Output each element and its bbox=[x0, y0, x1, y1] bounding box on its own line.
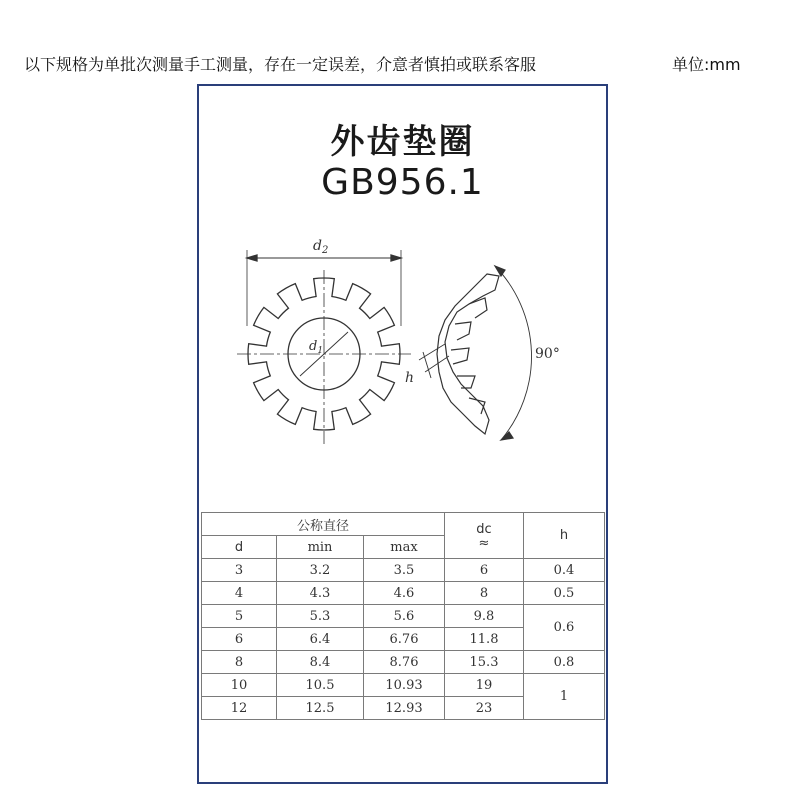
header-h: h bbox=[524, 513, 605, 559]
side-view-tooth-2 bbox=[455, 322, 471, 340]
washer-drawing bbox=[199, 226, 606, 506]
header-min: min bbox=[277, 536, 364, 559]
cell-dc: 8 bbox=[445, 582, 524, 605]
cell-h: 0.5 bbox=[524, 582, 605, 605]
header-dc-label: dc bbox=[476, 521, 492, 537]
cell-min: 3.2 bbox=[277, 559, 364, 582]
d2-arrow-left bbox=[247, 255, 257, 261]
label-h: h bbox=[405, 370, 415, 386]
cell-dc: 23 bbox=[445, 697, 524, 720]
unit-label: 单位:mm bbox=[672, 55, 741, 74]
label-d1: $d_1$ bbox=[309, 339, 324, 356]
header-d: d bbox=[202, 536, 277, 559]
cell-dc: 6 bbox=[445, 559, 524, 582]
cell-d: 5 bbox=[202, 605, 277, 628]
cell-max: 3.5 bbox=[364, 559, 445, 582]
table-row bbox=[202, 674, 605, 697]
side-view-tooth-3 bbox=[451, 348, 469, 364]
cell-min: 5.3 bbox=[277, 605, 364, 628]
h-dimension-line bbox=[423, 352, 431, 378]
header-max: max bbox=[364, 536, 445, 559]
cell-max: 5.6 bbox=[364, 605, 445, 628]
cell-max: 8.76 bbox=[364, 651, 445, 674]
cell-d: 6 bbox=[202, 628, 277, 651]
washer-side-view bbox=[419, 266, 532, 440]
cell-min: 12.5 bbox=[277, 697, 364, 720]
cell-dc: 19 bbox=[445, 674, 524, 697]
cell-max: 12.93 bbox=[364, 697, 445, 720]
cell-max: 6.76 bbox=[364, 628, 445, 651]
table-row bbox=[202, 605, 605, 628]
angle-arrow-top bbox=[495, 266, 505, 276]
cell-d: 3 bbox=[202, 559, 277, 582]
label-d2: $d_2$ bbox=[313, 238, 329, 256]
angle-arrow-bottom bbox=[501, 432, 513, 440]
cell-min: 8.4 bbox=[277, 651, 364, 674]
cell-max: 4.6 bbox=[364, 582, 445, 605]
label-angle: 90° bbox=[535, 346, 560, 362]
table-row bbox=[202, 559, 605, 582]
cell-h: 0.6 bbox=[524, 605, 605, 651]
title-standard: GB956.1 bbox=[321, 162, 484, 203]
spec-table bbox=[201, 512, 605, 720]
cell-min: 10.5 bbox=[277, 674, 364, 697]
table-row bbox=[202, 582, 605, 605]
cell-h: 0.8 bbox=[524, 651, 605, 674]
cell-d: 4 bbox=[202, 582, 277, 605]
top-note: 以下规格为单批次测量手工测量，存在一定误差，介意者慎拍或联系客服 bbox=[24, 55, 537, 74]
cell-dc: 9.8 bbox=[445, 605, 524, 628]
cell-d: 10 bbox=[202, 674, 277, 697]
table-header-row-1 bbox=[202, 513, 605, 536]
cell-dc: 11.8 bbox=[445, 628, 524, 651]
table-row bbox=[202, 651, 605, 674]
cell-min: 4.3 bbox=[277, 582, 364, 605]
cell-d: 12 bbox=[202, 697, 277, 720]
angle-arc bbox=[495, 266, 532, 440]
title-chinese: 外齿垫圈 bbox=[330, 122, 475, 162]
spec-sheet-frame bbox=[197, 84, 608, 784]
cell-h: 0.4 bbox=[524, 559, 605, 582]
header-nominal-diameter: 公称直径 bbox=[202, 513, 445, 536]
d2-arrow-right bbox=[391, 255, 401, 261]
side-view-tooth-1 bbox=[469, 298, 487, 318]
h-extension-1 bbox=[419, 344, 445, 360]
washer-front-view bbox=[237, 250, 411, 444]
header-dc bbox=[445, 513, 524, 559]
cell-d: 8 bbox=[202, 651, 277, 674]
cell-dc: 15.3 bbox=[445, 651, 524, 674]
cell-min: 6.4 bbox=[277, 628, 364, 651]
cell-h: 1 bbox=[524, 674, 605, 720]
cell-max: 10.93 bbox=[364, 674, 445, 697]
header-dc-approx: ≈ bbox=[478, 535, 490, 551]
